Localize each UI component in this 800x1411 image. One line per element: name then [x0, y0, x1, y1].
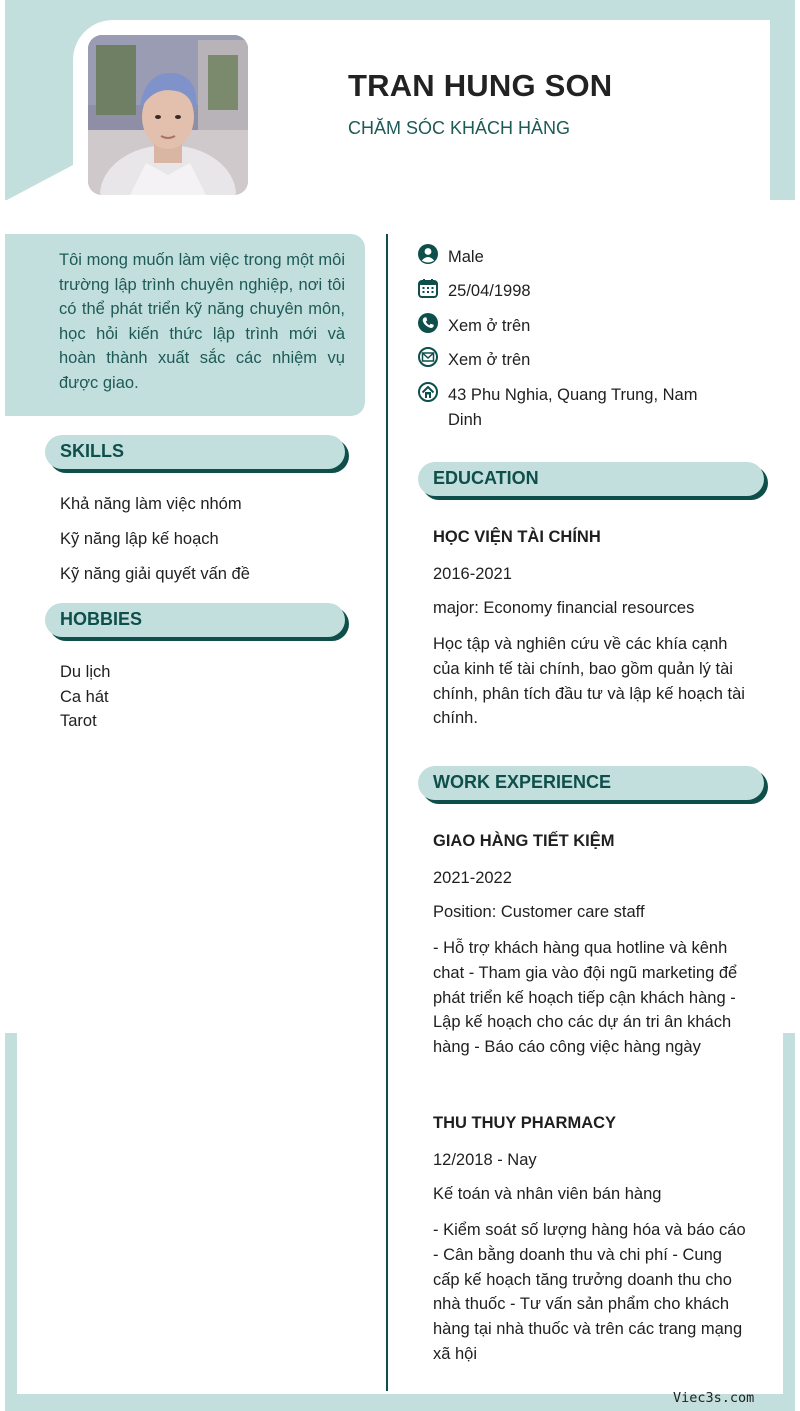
candidate-name: TRAN HUNG SON — [348, 68, 613, 103]
person-icon — [418, 244, 438, 264]
skills-heading — [45, 435, 345, 469]
header-corner-cut — [5, 165, 73, 201]
job-description: - Kiểm soát số lượng hàng hóa và báo cáo - Cân bằng doanh thu và chi phí - Cung cấp kế hoạch tăng trưởng doanh thu cho nhà thuốc - Tư vấn sản phẩm cho khách hàng tại nhà thuốc và trên các trang mạng xã hội — [433, 1221, 746, 1363]
education-school: HỌC VIỆN TÀI CHÍNH — [433, 528, 601, 546]
education-heading — [418, 462, 764, 496]
job-company: THU THUY PHARMACY — [433, 1114, 617, 1132]
job-period: 12/2018 - Nay — [433, 1151, 537, 1169]
header-right-band — [770, 0, 795, 200]
address-value: 43 Phu Nghia, Quang Trung, Nam Dinh — [448, 386, 698, 429]
column-divider — [386, 234, 388, 1391]
job-title: CHĂM SÓC KHÁCH HÀNG — [348, 118, 571, 138]
phone-value: Xem ở trên — [448, 317, 531, 335]
education-major: major: Economy financial resources — [433, 599, 695, 617]
skills-heading-label: SKILLS — [60, 441, 125, 461]
skill-item: Kỹ năng lập kế hoạch — [60, 530, 219, 548]
education-years: 2016-2021 — [433, 565, 512, 583]
phone-icon — [418, 313, 438, 333]
footer-left-band — [5, 1033, 17, 1411]
hobby-item: Ca hát — [60, 688, 109, 706]
education-description: Học tập và nghiên cứu về các khía cạnh của kinh tế tài chính, bao gồm quản lý tài chính, phân tích đầu tư và lập kế hoạch tài chính. — [433, 635, 745, 728]
job-company: GIAO HÀNG TIẾT KIỆM — [433, 832, 615, 850]
email-value: Xem ở trên — [448, 351, 531, 369]
hobby-item: Tarot — [60, 712, 97, 730]
home-icon — [418, 382, 438, 402]
gender-value: Male — [448, 248, 484, 266]
objective-text: Tôi mong muốn làm việc trong một môi trường lập trình chuyên nghiệp, nơi tôi có thể phát triển kỹ năng chuyên môn, học hỏi kiến thức lập trình mới và hoàn thành xuất sắc các nhiệm vụ được giao. — [59, 251, 345, 392]
work-heading — [418, 766, 764, 800]
footer-right-band — [783, 1033, 795, 1411]
hobbies-heading — [45, 603, 345, 637]
job-description: - Hỗ trợ khách hàng qua hotline và kênh chat - Tham gia vào đội ngũ marketing để phát triển kế hoạch tiếp cận khách hàng - Lập kế hoạch cho các dự án tri ân khách hàng - Báo cáo công việc hàng ngày — [433, 939, 738, 1057]
education-heading-label: EDUCATION — [433, 468, 539, 488]
work-heading-label: WORK EXPERIENCE — [433, 772, 612, 792]
hobby-item: Du lịch — [60, 663, 111, 681]
skill-item: Kỹ năng giải quyết vấn đề — [60, 565, 250, 583]
calendar-icon — [418, 278, 438, 298]
job-period: 2021-2022 — [433, 869, 512, 887]
hobbies-heading-label: HOBBIES — [60, 609, 143, 629]
skill-item: Khả năng làm việc nhóm — [60, 495, 242, 513]
job-position: Kế toán và nhân viên bán hàng — [433, 1185, 662, 1203]
email-icon — [418, 347, 438, 367]
job-position: Position: Customer care staff — [433, 903, 645, 921]
watermark: Viec3s.com — [673, 1390, 755, 1406]
profile-photo — [88, 35, 248, 195]
birthday-value: 25/04/1998 — [448, 282, 531, 300]
